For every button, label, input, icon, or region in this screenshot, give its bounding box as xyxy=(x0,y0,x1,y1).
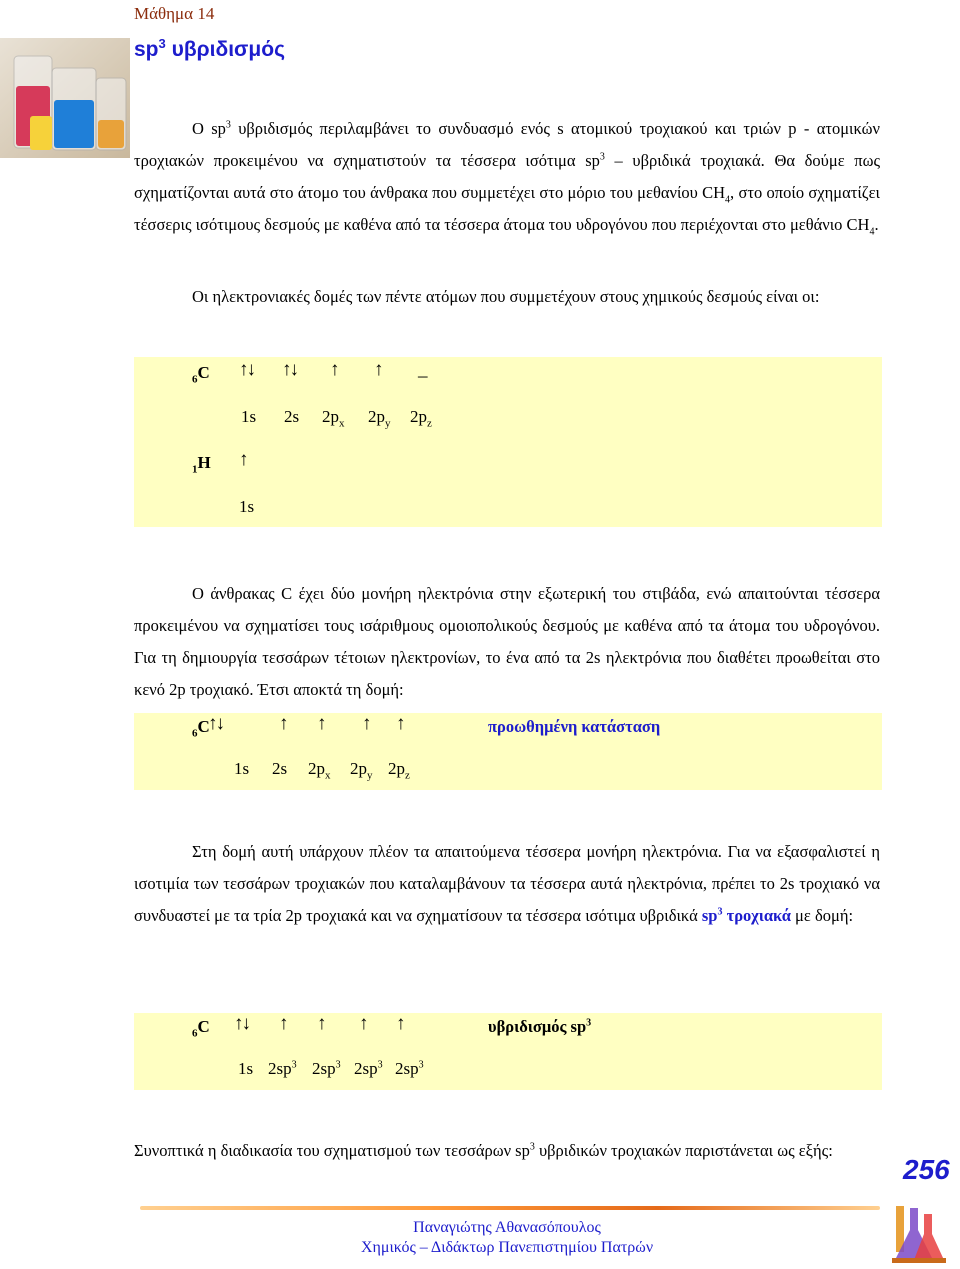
electron-config-box-promoted xyxy=(134,713,882,790)
hydrogen-label: $_1$H xyxy=(192,453,211,476)
orbital-label: $2sp^3$ xyxy=(268,1059,297,1078)
orbital-box-sp3-2: ↑ xyxy=(317,1013,325,1034)
electron-config-box-ground xyxy=(134,357,882,527)
orbital-box-2px: ↑ xyxy=(317,713,325,734)
orbital-label: $2p_x$ xyxy=(308,759,331,782)
orbital-label: $2p_z$ xyxy=(388,759,410,782)
orbital-box-2s: ↑↓ xyxy=(282,359,297,380)
orbital-box-2pz: ↑ xyxy=(396,713,404,734)
carbon-label: $_6$C xyxy=(192,363,210,386)
promoted-state-label: προωθημένη κατάσταση xyxy=(488,717,661,736)
orbital-label: $2p_x$ xyxy=(322,407,345,430)
orbital-label: $2sp^3$ xyxy=(395,1059,424,1078)
orbital-box-1s: ↑↓ xyxy=(234,1013,249,1034)
paragraph-hybridization: Στη δομή αυτή υπάρχουν πλέον τα απαιτούμενα τέσσερα μονήρη ηλεκτρόνια. Για να εξασφαλιστεί η ισοτιμία των τεσσάρων τροχιακών που καταλαμβάνουν τα τέσσερα αυτά ηλεκτρόνια, πρέπει το 2s τροχιακό να συνδυαστεί με τα τρία 2p τροχιακά και να σχηματίσουν τα τέσσερα ισότιμα υβριδικά $sp^3$ τροχιακά με δομή: xyxy=(134,842,880,925)
orbital-label: $2sp^3$ xyxy=(354,1059,383,1078)
orbital-label: 1s xyxy=(234,759,250,778)
page-title: $sp^3$ υβριδισμός xyxy=(134,36,285,61)
orbital-box-1s: ↑↓ xyxy=(239,359,254,380)
orbital-box-2py: ↑ xyxy=(362,713,370,734)
electron-config-box-hybrid xyxy=(134,1013,882,1090)
paragraph-summary: Συνοπτικά η διαδικασία του σχηματισμού των τεσσάρων $sp^3$ υβριδικών τροχιακών παριστάνεται ως εξής: xyxy=(134,1141,833,1160)
orbital-box-2py: ↑ xyxy=(374,359,382,380)
paragraph-promotion: Ο άνθρακας C έχει δύο μονήρη ηλεκτρόνια στην εξωτερική του στιβάδα, ενώ απαιτούνται τέσσερα προκειμένου να σχηματίσει τους ισάριθμους ομοιοπολικούς δεσμούς με καθένα από τα άτομα του υδρογόνου. Για τη δημιουργία τεσσάρων τέτοιων ηλεκτρονίων, το ένα από τα 2s ηλεκτρόνια που διαθέτει προωθείται στο κενό 2p τροχιακό. Έτσι αποκτά τη δομή: xyxy=(134,584,880,699)
orbital-label: 1s xyxy=(238,1059,254,1078)
orbital-box-h1s: ↑ xyxy=(239,449,247,470)
carbon-label: $_6$C xyxy=(192,717,210,740)
orbital-box-1s: ↑↓ xyxy=(208,713,223,734)
orbital-label: 2s xyxy=(284,407,300,426)
lesson-label: Μάθημα 14 xyxy=(134,4,215,23)
hybridization-label: υβριδισμός $sp^3$ xyxy=(488,1017,592,1036)
orbital-label: $2sp^3$ xyxy=(312,1059,341,1078)
orbital-label: $2p_y$ xyxy=(368,407,391,430)
orbital-label: $2p_y$ xyxy=(350,759,373,782)
orbital-box-2pz: _ xyxy=(418,359,426,380)
paragraph-intro: Ο $sp^3$ υβριδισμός περιλαμβάνει το συνδυασμό ενός s ατομικού τροχιακού και τριών p - ατομικών τροχιακών προκειμένου να σχηματιστούν τα τέσσερα ισότιμα $sp^3$ – υβριδικά τροχιακά. Θα δούμε πως σχηματίζονται αυτά στο άτομο του άνθρακα που συμμετέχει στο μόριο του μεθανίου $CH_4$, στο οποίο σχηματίζει τέσσερις ισότιμους δεσμούς με καθένα από τα τέσσερα άτομα του υδρογόνου που περιέχονται στο μεθάνιο $CH_4$. xyxy=(134,119,880,238)
footer-divider xyxy=(140,1206,880,1210)
paragraph-structures: Οι ηλεκτρονιακές δομές των πέντε ατόμων που συμμετέχουν στους χημικούς δεσμούς είναι οι: xyxy=(192,287,820,306)
carbon-label: $_6$C xyxy=(192,1017,210,1040)
orbital-label: $2p_z$ xyxy=(410,407,432,430)
orbital-box-2s: ↑ xyxy=(279,713,287,734)
orbital-label: 2s xyxy=(272,759,288,778)
orbital-box-sp3-1: ↑ xyxy=(279,1013,287,1034)
orbital-box-sp3-3: ↑ xyxy=(359,1013,367,1034)
footer-author: Παναγιώτης Αθανασόπουλος xyxy=(413,1219,601,1236)
footer-role: Χημικός – Διδάκτωρ Πανεπιστημίου Πατρών xyxy=(360,1239,654,1256)
laboratory-flasks-image xyxy=(0,38,130,158)
orbital-box-sp3-4: ↑ xyxy=(396,1013,404,1034)
page-number: 256 xyxy=(903,1154,950,1185)
orbital-box-2px: ↑ xyxy=(330,359,338,380)
orbital-label: 1s xyxy=(241,407,257,426)
orbital-label: 1s xyxy=(239,497,255,516)
